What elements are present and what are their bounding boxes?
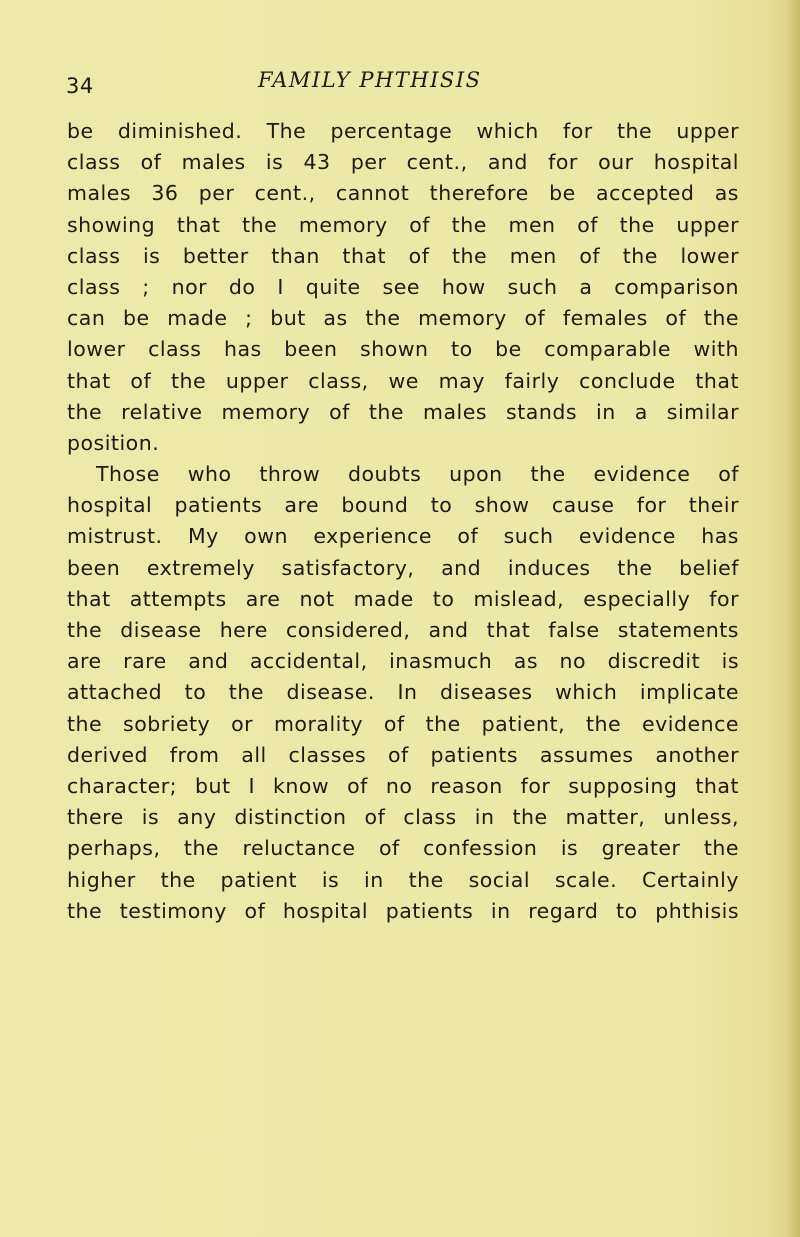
text-line: class of males is 43 per cent., and for our hospital [67, 150, 739, 175]
text-line: lower class has been shown to be comparable with [67, 337, 739, 362]
text-line: males 36 per cent., cannot therefore be accepted as [67, 181, 739, 206]
text-line: are rare and accidental, inasmuch as no discredit is [67, 649, 739, 674]
running-title: FAMILY PHTHISIS [258, 68, 482, 92]
text-line: hospital patients are bound to show cause for their [67, 493, 739, 518]
page-edge-shadow [786, 0, 800, 1237]
text-line: attached to the disease. In diseases which implicate [67, 680, 739, 705]
text-line: the relative memory of the males stands in a similar [67, 399, 739, 424]
paragraph-1 [67, 116, 739, 459]
text-line: be diminished. The percentage which for the upper [67, 119, 739, 143]
text-line: class ; nor do I quite see how such a comparison [67, 274, 739, 299]
text-line: character; but I know of no reason for supposing that [67, 773, 739, 798]
page-number: 34 [66, 74, 94, 98]
text-line-indented: Those who throw doubts upon the evidence of [96, 462, 739, 487]
text-line: been extremely satisfactory, and induces the belief [67, 555, 739, 580]
text-line-last: position. [67, 430, 160, 455]
text-line: higher the patient is in the social scale. Certainly [67, 867, 739, 892]
text-line: showing that the memory of the men of the upper [67, 212, 739, 237]
text-line: the sobriety or morality of the patient, the evidence [67, 711, 739, 736]
text-line: there is any distinction of class in the matter, unless, [67, 805, 739, 830]
text-line: the disease here considered, and that false statements [67, 618, 739, 642]
text-line: that attempts are not made to mislead, especially for [67, 586, 739, 611]
text-line: derived from all classes of patients assumes another [67, 742, 739, 767]
paragraph-2 [67, 459, 739, 927]
text-line: mistrust. My own experience of such evidence has [67, 524, 739, 549]
body-text [67, 116, 739, 927]
text-line: can be made ; but as the memory of females of the [67, 306, 739, 331]
text-line: perhaps, the reluctance of confession is greater the [67, 836, 739, 861]
text-line: class is better than that of the men of the lower [67, 243, 739, 268]
text-line: that of the upper class, we may fairly conclude that [67, 368, 739, 393]
text-line: the testimony of hospital patients in regard to phthisis [67, 898, 739, 923]
